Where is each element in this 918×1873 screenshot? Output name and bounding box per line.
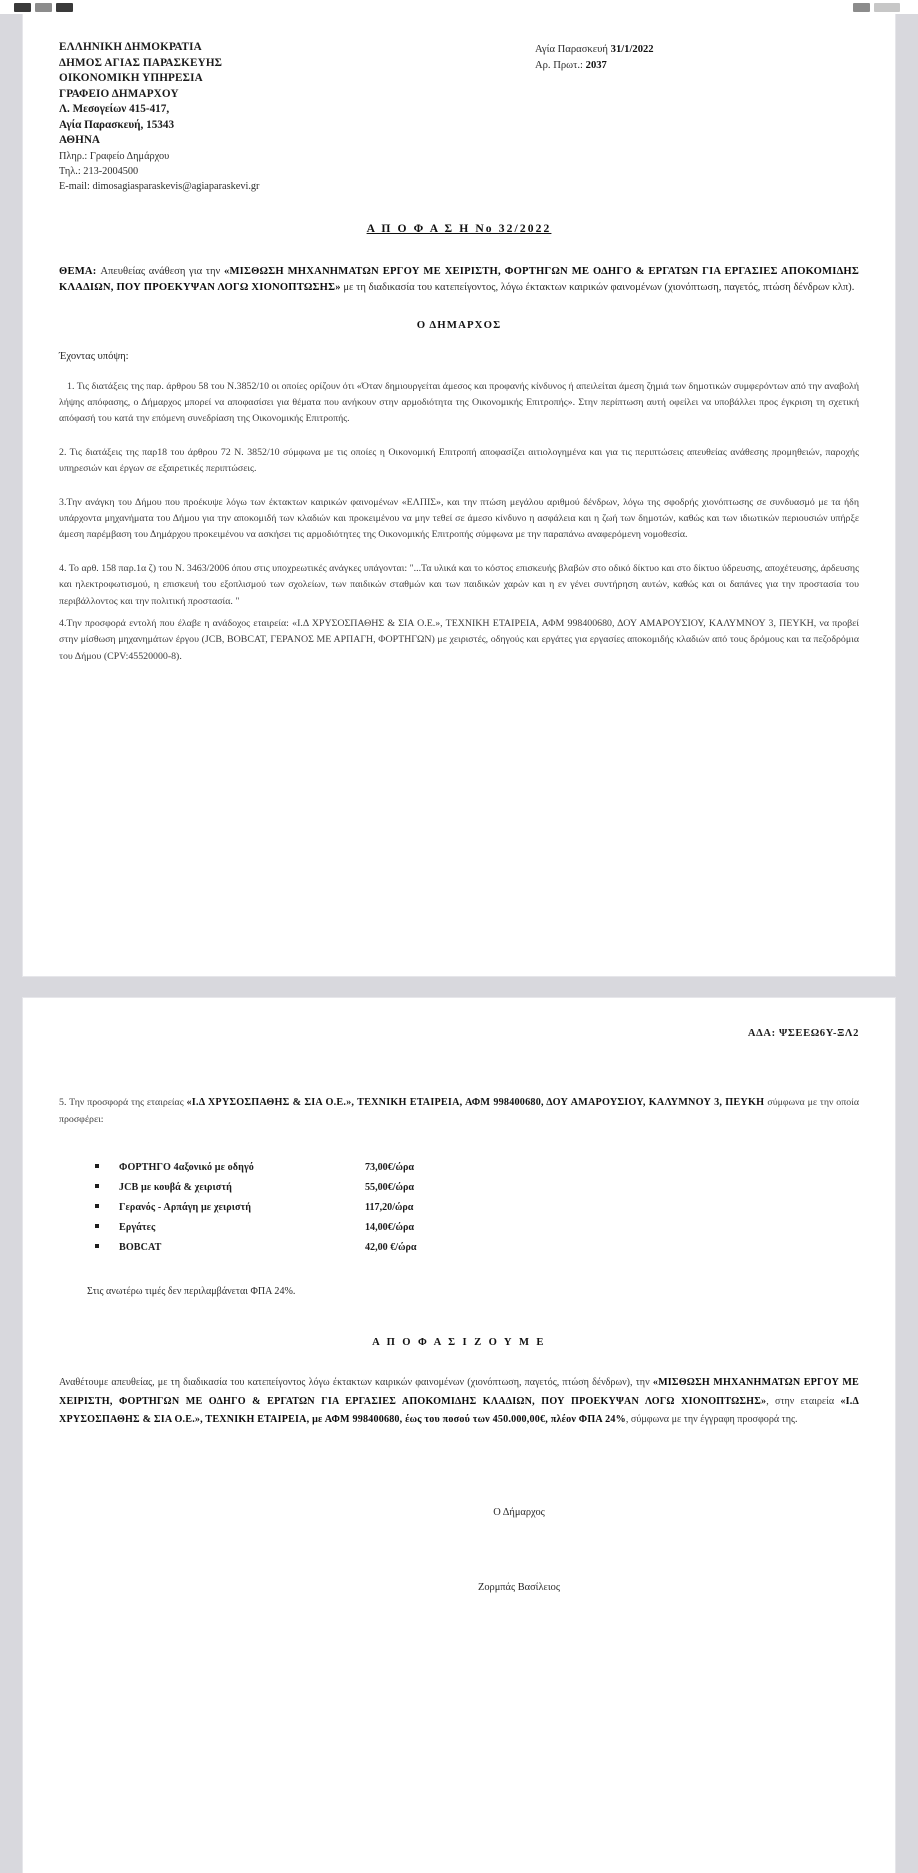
status-bar-left (14, 3, 77, 12)
clause-3: 3.Την ανάγκη του Δήμου που προέκυψε λόγω των έκτακτων καιρικών φαινομένων «ΕΛΠΙΣ», και την πτώση μεγάλου αριθμού δένδρων, λόγω της σφοδρής χιονόπτωσης σε συνδυασμό με τα ήδη υπάρχοντα μηχανήματα του Δήμου για την αποκομιδή των κλαδιών και προκειμένου να μην τεθεί σε άμεσο κίνδυνο η ασφάλεια και η ζωή των δημοτών, καθώς και των ιδιωτικών περιουσιών υπήρξε άμεση παρέμβαση του Δημάρχου προκειμένου να ασκήσει τις αρμοδιότητες της Οικονομικής Επιτροπής σύμφωνα με την παραπάνω αναφερόμενη νομοθεσία. (59, 496, 859, 541)
final-mid: , στην εταιρεία (766, 1395, 841, 1407)
signature-role: Ο Δήμαρχος (493, 1507, 545, 1519)
having-regard-label: Έχοντας υπόψη: (59, 350, 129, 362)
status-bar-right (853, 3, 904, 12)
final-service-title: «ΜΙΣΘΩΣΗ ΜΗΧΑΝΗΜΑΤΩΝ ΕΡΓΟΥ ΜΕ ΧΕΙΡΙΣΤΗ, ΦΟΡΤΗΓΩΝ ΜΕ ΟΔΗΓΟ & ΕΡΓΑΤΩΝ ΓΙΑ ΕΡΓΑΣΙΕΣ ΑΠΟΚΟΜΙΔΗΣ ΚΛΑΔΙΩΝ, ΠΟΥ ΠΡΟΕΚΥΨΑΝ ΛΟΓΩ ΧΙΟΝΟΠΤΩΣΗΣ» (59, 1377, 859, 1407)
contact-info: Πληρ.: Γραφείο Δημάρχου (59, 150, 170, 162)
offer-company: «Ι.Δ ΧΡΥΣΟΣΠΑΘΗΣ & ΣΙΑ Ο.Ε.», ΤΕΧΝΙΚΗ ΕΤΑΙΡΕΙΑ, ΑΦΜ 998400680, ΔΟΥ ΑΜΑΡΟΥΣΙΟΥ, ΚΑΛΥΜΝΟΥ 3, ΠΕΥΚΗ (186, 1097, 768, 1108)
price-item-name: Γερανός - Αρπάγη με χειριστή (119, 1202, 252, 1214)
clause-2: 2. Τις διατάξεις της παρ18 του άρθρου 72 Ν. 3852/10 σύμφωνα με τις οποίες η Οικονομική Επιτροπή αποφασίζει αιτιολογημένα και για τις περιπτώσεις απευθείας ανάθεσης προμηθειών, παροχής υπηρεσιών και έργων σε εξαιρετικές περιπτώσεις. (59, 446, 859, 475)
signal-icon (35, 3, 52, 12)
list-item (59, 1218, 859, 1238)
battery-icon (14, 3, 31, 12)
price-list (59, 1158, 859, 1258)
vat-note: Στις ανωτέρω τιμές δεν περιλαμβάνεται ΦΠΑ 24%. (87, 1286, 296, 1298)
signature-name: Ζορμπάς Βασίλειος (478, 1582, 560, 1594)
contact-email[interactable]: E-mail: dimosagiasparaskevis@agiaparaskevi.gr (59, 181, 260, 192)
protocol (535, 58, 859, 74)
mayor-heading: Ο ΔΗΜΑΡΧΟΣ (416, 318, 502, 331)
letterhead-right (507, 40, 859, 74)
document-page-2 (23, 998, 895, 1873)
final-tail: , σύμφωνα με την έγγραφη προσφορά της. (625, 1414, 798, 1425)
final-company-amount: «Ι.Δ ΧΡΥΣΟΣΠΑΘΗΣ & ΣΙΑ Ο.Ε.», ΤΕΧΝΙΚΗ ΕΤΑΙΡΕΙΑ, με ΑΦΜ 998400680, έως του ποσού των 450.000,00€, πλέον ΦΠΑ 24% (59, 1395, 859, 1425)
bullet-icon (95, 1184, 99, 1188)
decide-heading: Α Π Ο Φ Α Σ Ι Ζ Ο Υ Μ Ε (372, 1337, 546, 1349)
subject-tail: με τη διαδικασία του κατεπείγοντος, λόγω έκτακτων καιρικών φαινομένων (χιονόπτωση, παγετός, πτώση δένδρων κλπ). (340, 282, 855, 294)
price-item-value: 42,00 €/ώρα (365, 1242, 417, 1254)
org-line-1: ΕΛΛΗΝΙΚΗ ΔΗΜΟΚΡΑΤΙΑ (59, 41, 202, 53)
bullet-icon (95, 1224, 99, 1228)
contact-phone: Τηλ.: 213-2004500 (59, 165, 139, 177)
list-item (59, 1238, 859, 1258)
org-line-3: ΟΙΚΟΝΟΜΙΚΗ ΥΠΗΡΕΣΙΑ (59, 72, 203, 85)
menu-icon[interactable] (853, 3, 870, 12)
offer-lead: 5. Την προσφορά της εταιρείας (59, 1097, 187, 1108)
price-item-name: BOBCAT (119, 1242, 162, 1254)
document-page-1 (23, 14, 895, 976)
offer-paragraph (59, 1095, 859, 1128)
final-lead: Αναθέτουμε απευθείας, με τη διαδικασία του κατεπείγοντος λόγω έκτακτων καιρικών φαινομένων (χιονόπτωση, παγετός, πτώση δένδρων), την (59, 1377, 653, 1389)
address-line-2: Αγία Παρασκευή, 15343 (59, 118, 175, 131)
date-value: 31/1/2022 (610, 44, 654, 55)
place-label: Αγία Παρασκευή (535, 44, 608, 55)
ada-code: ΑΔΑ: ΨΣΕΕΩ6Υ-ΞΛ2 (747, 1028, 859, 1039)
price-item-value: 55,00€/ώρα (365, 1182, 414, 1194)
wifi-icon (56, 3, 73, 12)
price-item-value: 73,00€/ώρα (365, 1162, 414, 1174)
letterhead (59, 40, 859, 194)
bullet-icon (95, 1204, 99, 1208)
price-item-value: 14,00€/ώρα (365, 1222, 414, 1234)
subject-bold: «ΜΙΣΘΩΣΗ ΜΗΧΑΝΗΜΑΤΩΝ ΕΡΓΟΥ ΜΕ ΧΕΙΡΙΣΤΗ, ΦΟΡΤΗΓΩΝ ΜΕ ΟΔΗΓΟ & ΕΡΓΑΤΩΝ ΓΙΑ ΕΡΓΑΣΙΕΣ ΑΠΟΚΟΜΙΔΗΣ ΚΛΑΔΙΩΝ, ΠΟΥ ΠΡΟΕΚΥΨΑΝ ΛΟΓΩ ΧΙΟΝΟΠΤΩΣΗΣ» (59, 266, 859, 294)
price-item-name: ΦΟΡΤΗΓΟ 4αξονικό με οδηγό (119, 1162, 254, 1174)
place-date (535, 42, 859, 58)
letterhead-left (59, 40, 475, 194)
clause-4: 4. Το αρθ. 158 παρ.1α ζ) του Ν. 3463/2006 όπου στις υποχρεωτικές ανάγκες υπάγονται: "...Τα υλικά και το κόστος επισκευής βλαβών στο οδικό δίκτυο και στο δίκτυο ύδρευσης, αποχέτευσης, άρδευσης και ηλεκτροφωτισμού, η επισκευή του εξοπλισμού των σχολείων, των παιδικών σταθμών και των παιδικών χαρών και η εν γένει συντήρηση αυτών, καθώς και οι δαπάνες για την προστασία του περιβάλλοντος και την πολιτική προστασία. " (59, 562, 859, 607)
offer-tail: σύμφωνα με την οποία προσφέρει: (59, 1097, 860, 1125)
list-item (59, 1158, 859, 1178)
bullet-icon (95, 1244, 99, 1248)
final-decision-paragraph (59, 1374, 859, 1429)
protocol-value: 2037 (585, 60, 607, 71)
subject-paragraph (59, 264, 859, 296)
price-item-value: 117,20/ώρα (365, 1202, 414, 1214)
clause-1: 1. Τις διατάξεις της παρ. άρθρου 58 του Ν.3852/10 οι οποίες ορίζουν ότι «Όταν δημιουργείται άμεσος και προφανής κίνδυνος ή απειλείται άμεση ζημιά των δημοτικών συμφερόντων από την αναβολή λήψης απόφασης, ο Δήμαρχος μπορεί να αποφασίσει για θέματα που ανήκουν στην αρμοδιότητα της Οικονομικής Επιτροπής». Στην περίπτωση αυτή οφείλει να υποβάλλει προς έγκριση τη σχετική απόφασή του κατά την επόμενη συνεδρίαση της Οικονομικής Επιτροπής. (59, 380, 859, 425)
subject-prefix: ΘΕΜΑ: (59, 266, 101, 278)
clause-5: 4.Την προσφορά εντολή που έλαβε η ανάδοχος εταιρεία: «Ι.Δ ΧΡΥΣΟΣΠΑΘΗΣ & ΣΙΑ Ο.Ε.», ΤΕΧΝΙΚΗ ΕΤΑΙΡΕΙΑ, ΑΦΜ 998400680, ΔΟΥ ΑΜΑΡΟΥΣΙΟΥ, ΚΑΛΥΜΝΟΥ 3, ΠΕΥΚΗ, να προβεί στην μίσθωση μηχανημάτων έργου (JCB, BOBCAT, ΓΕΡΑΝΟΣ ΜΕ ΑΡΠΑΓΗ, ΦΟΡΤΗΓΩΝ) με χειριστές, οδηγούς και εργάτες για εργασίες αποκομιδής κλαδιών από τους δρόμους και τα πεζοδρόμια του Δήμου (CPV:45520000-8). (59, 618, 859, 662)
more-icon[interactable] (874, 3, 900, 12)
list-item (59, 1178, 859, 1198)
list-item (59, 1198, 859, 1218)
bullet-icon (95, 1164, 99, 1168)
subject-lead: Απευθείας ανάθεση για την (100, 266, 224, 278)
price-item-name: Εργάτες (119, 1222, 156, 1234)
price-item-name: JCB με κουβά & χειριστή (119, 1182, 232, 1194)
status-bar (0, 0, 918, 14)
org-line-4: ΓΡΑΦΕΙΟ ΔΗΜΑΡΧΟΥ (59, 87, 179, 100)
address-line-3: ΑΘΗΝΑ (59, 134, 100, 147)
org-line-2: ΔΗΜΟΣ ΑΓΙΑΣ ΠΑΡΑΣΚΕΥΗΣ (59, 56, 223, 69)
page-title: Α Π Ο Φ Α Σ Η Νο 32/2022 (366, 222, 552, 236)
address-line-1: Λ. Μεσογείων 415-417, (59, 103, 170, 116)
protocol-label: Αρ. Πρωτ.: (535, 60, 583, 71)
